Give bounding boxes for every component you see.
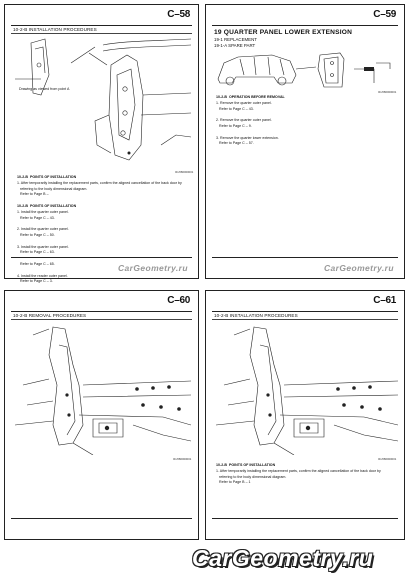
instruction-text [216,95,285,147]
subsection-heading: 10-2-B POINTS OF INSTALLATION [17,203,77,208]
subtitle-spare-part: 19-1-A SPARE PART [214,43,256,48]
instruction-line: 3. Install the quarter outer panel. [17,244,69,249]
section-rule [212,319,398,320]
vehicle-diagram [214,49,400,89]
instruction-line: 2. Install the quarter outer panel. [17,227,69,232]
subtitle-replacement: 19-1 REPLACEMENT [214,37,257,42]
site-watermark: CarGeometry.ru [192,545,374,571]
page-number: C–58 [167,9,190,20]
figure-code: 0C/080000001 [175,170,194,174]
footer-rule [11,257,192,258]
footer-rule [11,518,192,519]
instruction-line: 3. Remove the quarter lower extension. [216,135,279,140]
page-number: C–59 [373,9,396,20]
page-c60 [4,290,199,540]
header-rule [212,25,398,26]
page-header [11,9,192,25]
page-number: C–60 [167,295,190,306]
header-rule [11,311,192,312]
header-rule [11,25,192,26]
instruction-line: referring to the body dimensional diagram. [216,474,287,479]
instruction-line: Refer to Page B – [17,192,49,197]
page-c61 [205,290,405,540]
section-heading: 10-2-B INSTALLATION PROCEDURES [214,313,298,318]
callout-label: Drawing as viewed from point A [19,87,70,91]
footer-rule [212,257,398,258]
subsection-heading: 10-2-B OPERATION BEFORE REMOVAL [216,95,285,99]
figure-code: 0C/080000001 [173,457,192,461]
instruction-line: Refer to Page C – 3. [17,279,53,284]
page-header [11,295,192,311]
figure-code: 0C/080000001 [378,90,397,94]
page-c59 [205,4,405,279]
footer-watermark: CarGeometry.ru [323,263,394,273]
figure-code: 0C/080000001 [378,457,397,461]
instruction-line: 1. After temporarily installing the replacement parts, confirm the aligned cancellation of the back door by [17,180,182,185]
instruction-line: 4. Install the reader outer panel. [17,273,68,278]
installation-diagram [11,35,194,165]
footer-watermark: CarGeometry.ru [117,263,188,273]
instruction-line: Refer to Page C – 9. [216,123,252,128]
section-rule [11,319,192,320]
instruction-line: 1. After temporarily installing the replacement parts, confirm the aligned cancellation of the back door by [216,468,381,473]
section-rule [11,33,192,34]
subsection-heading: 10-2-B POINTS OF INSTALLATION [216,463,276,467]
page-number: C–61 [373,295,396,306]
instruction-line: referring to the body dimensional diagram. [17,186,88,191]
instruction-line: Refer to Page C – 50. [17,232,55,237]
page-header [212,295,398,311]
installation-diagram [214,325,398,455]
page-title: 19 QUARTER PANEL LOWER EXTENSION [214,29,353,36]
instruction-line: Refer to Page B – 1 [216,480,251,485]
instruction-line: 2. Remove the quarter outer panel. [216,118,272,123]
instruction-line: 1. Install the quarter outer panel. [17,209,69,214]
footer-rule [212,518,398,519]
instruction-line: Refer to Page C – 43. [216,106,254,111]
removal-diagram [13,325,191,455]
instruction-line: Refer to Page C – 57. [216,141,254,146]
instruction-line: Refer to Page C – 65. [17,261,55,266]
header-rule [212,311,398,312]
instruction-text [216,463,381,486]
instruction-line: Refer to Page C – 63. [17,250,55,255]
page-header [212,9,398,25]
section-heading: 10-2-B REMOVAL PROCEDURES [13,313,87,318]
subsection-heading: 10-2-B POINTS OF INSTALLATION [17,175,77,179]
instruction-line: Refer to Page C – 43. [17,215,55,220]
page-c58 [4,4,199,284]
section-heading: 10-2-B INSTALLATION PROCEDURES [13,27,97,32]
instruction-line: 1. Remove the quarter outer panel. [216,100,272,105]
